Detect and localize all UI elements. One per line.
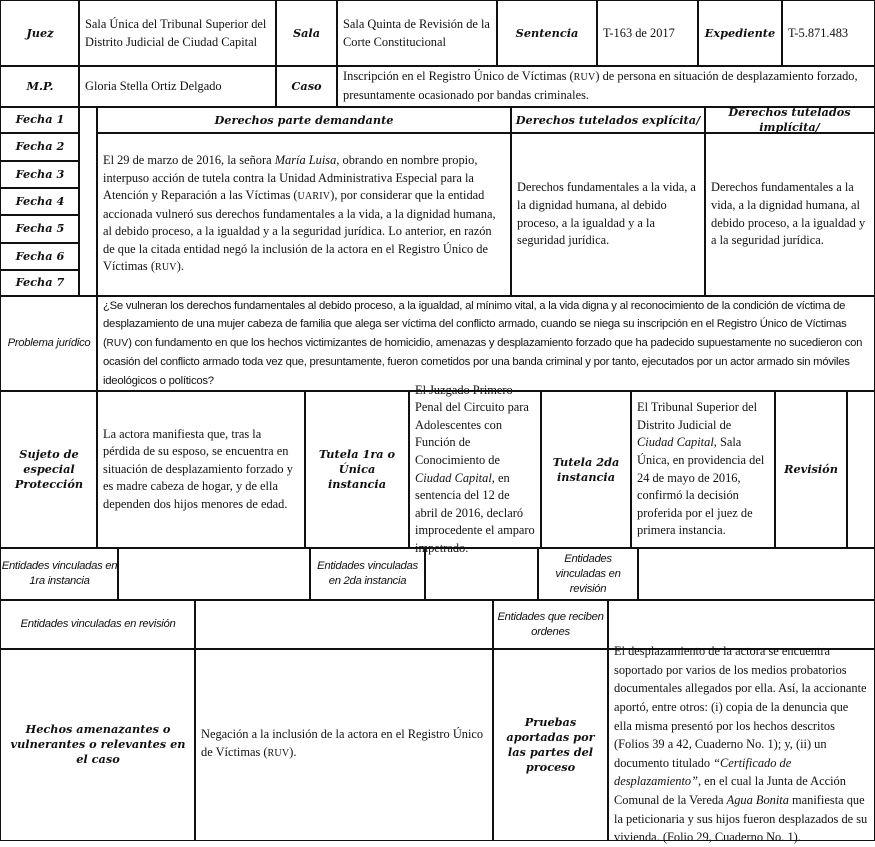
hechos-value: Negación a la inclusión de la actora en el Registro Único de Víctimas (RUV). <box>194 648 494 841</box>
fecha-label-2 <box>0 132 80 162</box>
revision-label: Revisión <box>774 390 848 549</box>
entidades-segunda-value <box>424 547 539 601</box>
fecha-label-text: Fecha 6 <box>15 248 65 263</box>
fecha-label-text: Fecha 1 <box>15 112 65 127</box>
entidades-revision-value <box>637 547 875 601</box>
tutela-segunda-label: Tutela 2da instancia <box>540 390 632 549</box>
revision-value <box>846 390 875 549</box>
caso-value: Inscripción en el Registro Único de Víctimas (RUV) de persona en situación de desplazamiento forzado, presuntamente ocasionado por bandas criminales. <box>336 65 875 108</box>
derechos-demandante-value: El 29 de marzo de 2016, la señora María Luisa, obrando en nombre propio, interpuso acción de tutela contra la Unidad Administrativa Especial para la Atención y Reparación a las Víctimas (UARIV), por considerar que la entidad accionada vulneró sus derechos fundamentales a la vida, a la dignidad humana, al debido proceso, a la igualdad y a la seguridad jurídica. Lo anterior, en razón de que la citada entidad negó la inclusión de la actora en el Registro Único de Víctimas (RUV). <box>96 132 512 297</box>
sujeto-especial-label: Sujeto de especial Protección <box>0 390 98 549</box>
caso-label: Caso <box>275 65 338 108</box>
derechos-demandante-label: Derechos parte demandante <box>96 106 512 134</box>
entidades-primera-label: Entidades vinculadas en 1ra instancia <box>0 547 119 601</box>
pruebas-value: El desplazamiento de la actora se encuentra soportado por varios de los medios probatorios documentales allegados por ella. Así, la accionante aportó, entre otros: (i) copia de la denuncia que ella misma presentó por los hechos descritos (Folios 39 a 42, Cuaderno No. 1); y, (ii) un documento titulado “Certificado de desplazamiento”, en el cual la Junta de Acción Comunal de la Vereda Agua Bonita manifiesta que la peticionaria y sus hijos fueron desplazados de su vivienda. (Folio 29, Cuaderno No. 1). <box>607 648 875 841</box>
fecha-label-3 <box>0 160 80 189</box>
fecha-label-1 <box>0 106 80 134</box>
sujeto-especial-value: La actora manifiesta que, tras la pérdida de su esposo, se encuentra en situación de desplazamiento forzado y es madre cabeza de hogar, y de ella dependen dos hijos menores de edad. <box>96 390 306 549</box>
entidades-primera-value <box>117 547 311 601</box>
entidades-segunda-label: Entidades vinculadas en 2da instancia <box>309 547 426 601</box>
fecha-label-7 <box>0 269 80 297</box>
sentencia-label: Sentencia <box>496 0 598 67</box>
problema-juridico-label: Problema jurídico <box>0 295 98 392</box>
juez-value: Sala Única del Tribunal Superior del Distrito Judicial de Ciudad Capital <box>78 0 277 67</box>
mp-label: M.P. <box>0 65 80 108</box>
sentencia-value: T-163 de 2017 <box>596 0 699 67</box>
fecha-label-text: Fecha 5 <box>15 221 65 236</box>
tutela-segunda-value: El Tribunal Superior del Distrito Judicial de Ciudad Capital, Sala Única, en providencia del 24 de mayo de 2016, confirmó la decisión proferida por el juez de primera instancia. <box>630 390 776 549</box>
fecha-label-text: Fecha 7 <box>15 275 65 290</box>
entidades-revision2-value <box>194 599 494 650</box>
sala-label: Sala <box>275 0 338 67</box>
problema-juridico-value: ¿Se vulneran los derechos fundamentales al debido proceso, a la igualdad, al mínimo vital, a la vida digna y al reconocimiento de la condición de víctima de desplazamiento de una mujer cabeza de familia que alega ser víctima del conflicto armado, cuando se niega su inscripción en el Registro Único de Víctimas (RUV) con fundamento en que los hechos victimizantes de homicidio, amenazas y desplazamiento forzado que ha padecido supuestamente no sucedieron con ocasión del conflicto armado toda vez que, presuntamente, fueron cometidos por una banda criminal y por tanto, ejecutados por un actor armado sin móviles ideológicos o políticos? <box>96 295 875 392</box>
fecha-label-5 <box>0 214 80 244</box>
derechos-implicita-value: Derechos fundamentales a la vida, a la dignidad humana, al debido proceso, a la igualdad y a la seguridad jurídica. <box>704 132 875 297</box>
juez-label: Juez <box>0 0 80 67</box>
fecha-label-4 <box>0 187 80 216</box>
expediente-label: Expediente <box>697 0 783 67</box>
mp-value: Gloria Stella Ortiz Delgado <box>78 65 277 108</box>
entidades-revision-label: Entidades vinculadas en revisión <box>537 547 639 601</box>
derechos-explicita-label: Derechos tutelados explícita/ <box>510 106 706 134</box>
fecha-label-text: Fecha 4 <box>15 193 65 208</box>
entidades-ordenes-label: Entidades que reciben ordenes <box>492 599 609 650</box>
derechos-implicita-label: Derechos tutelados implícita/ <box>704 106 875 134</box>
fecha-label-6 <box>0 242 80 271</box>
entidades-revision2-label: Entidades vinculadas en revisión <box>0 599 196 650</box>
fecha-label-text: Fecha 2 <box>15 139 65 154</box>
sala-value: Sala Quinta de Revisión de la Corte Constitucional <box>336 0 498 67</box>
tutela-primera-value: El Juzgado Primero Penal del Circuito para Adolescentes con Función de Conocimiento de Ciudad Capital, en sentencia del 12 de abril de 2016, declaró improcedente el amparo impetrado. <box>408 390 542 549</box>
fecha-label-text: Fecha 3 <box>15 166 65 181</box>
hechos-label: Hechos amenazantes o vulnerantes o relevantes en el caso <box>0 648 196 841</box>
tutela-primera-label: Tutela 1ra o Única instancia <box>304 390 410 549</box>
pruebas-label: Pruebas aportadas por las partes del proceso <box>492 648 609 841</box>
derechos-explicita-value: Derechos fundamentales a la vida, a la dignidad humana, al debido proceso, a la igualdad y a la seguridad jurídica. <box>510 132 706 297</box>
expediente-value: T-5.871.483 <box>781 0 875 67</box>
fecha-spacer-column <box>78 106 98 297</box>
